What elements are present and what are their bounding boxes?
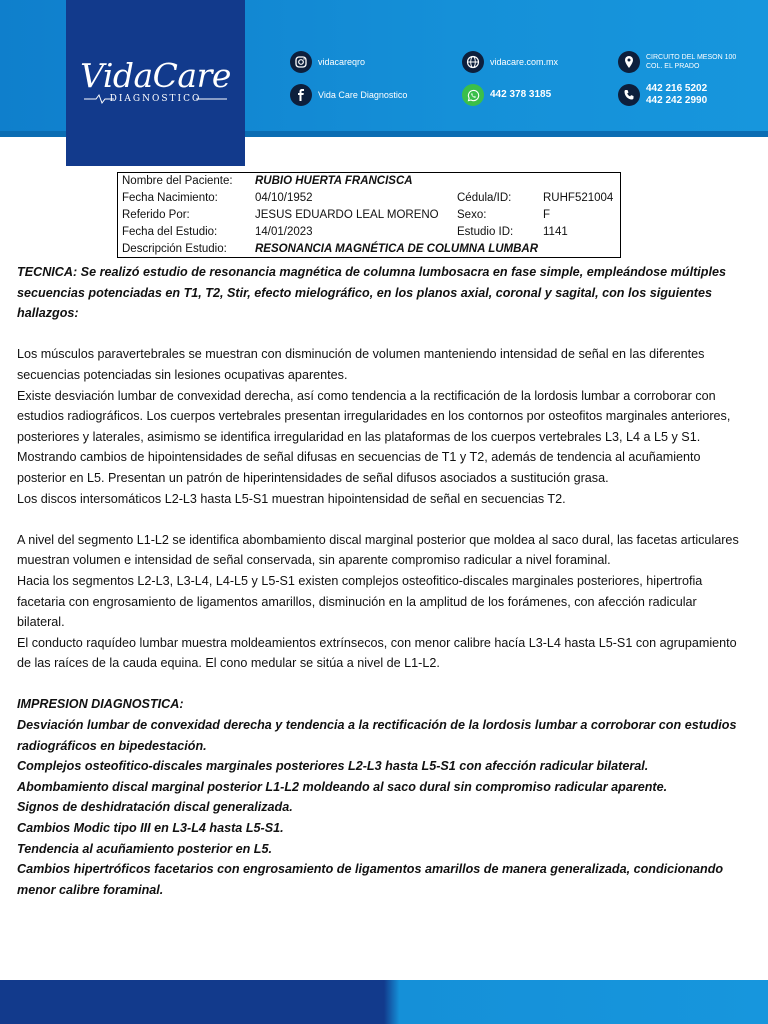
referred-label: Referido Por: bbox=[122, 209, 190, 221]
findings-paragraph: Los discos intersomáticos L2-L3 hasta L5-S1 muestran hipointensidad de señal en secuencias T2. bbox=[17, 491, 566, 506]
study-id-value: 1141 bbox=[543, 226, 568, 238]
dob-label: Fecha Nacimiento: bbox=[122, 192, 218, 204]
impression-item: Signos de deshidratación discal generalizada. bbox=[17, 800, 293, 815]
logo-sub-text: DIAGNOSTICO bbox=[109, 94, 202, 104]
findings-paragraph: A nivel del segmento L1-L2 se identifica abombamiento discal marginal posterior que moldea al saco dural, las facetas articulares muestran volumen e intensidad de señal conservada, sin aparente compromiso radicular a nivel foraminal. bbox=[17, 532, 739, 568]
id-label: Cédula/ID: bbox=[457, 192, 512, 204]
instagram-icon bbox=[290, 51, 312, 73]
findings-paragraph: Los músculos paravertebrales se muestran con disminución de volumen manteniendo intensidad de señal en las diferentes secuencias potenciadas sin lesiones ocupativas aparentes. bbox=[17, 347, 705, 382]
table-row bbox=[118, 173, 620, 190]
dob-value: 04/10/1952 bbox=[255, 192, 313, 204]
instagram-contact[interactable] bbox=[290, 51, 365, 73]
study-desc-label: Descripción Estudio: bbox=[122, 243, 227, 255]
impression-item: Cambios Modic tipo III en L3-L4 hasta L5-S1. bbox=[17, 821, 284, 836]
impression-item: Cambios hipertróficos facetarios con engrosamiento de ligamentos amarillos de manera generalizada, condicionando menor calibre foraminal. bbox=[17, 862, 724, 897]
impression-title: IMPRESION DIAGNOSTICA: bbox=[17, 697, 184, 712]
instagram-handle: vidacareqro bbox=[318, 57, 366, 67]
whatsapp-number: 442 378 3185 bbox=[490, 89, 552, 100]
sex-value: F bbox=[543, 209, 551, 221]
table-row bbox=[118, 241, 620, 258]
name-label: Nombre del Paciente: bbox=[122, 175, 233, 187]
findings-paragraph: El conducto raquídeo lumbar muestra moldeamientos extrínsecos, con menor calibre hacía L3-L4 hasta L5-S1 con agrupamiento de las raíces de la cauda equina. El cono medular se sitúa a nivel de L1-L2. bbox=[17, 635, 737, 671]
table-row bbox=[118, 207, 620, 224]
website-contact[interactable] bbox=[462, 51, 558, 73]
impression-item: Abombamiento discal marginal posterior L1-L2 moldeando al saco dural sin compromiso radicular aparente. bbox=[17, 779, 668, 794]
address-line-2: COL. EL PRADO bbox=[646, 63, 700, 70]
website-url: vidacare.com.mx bbox=[490, 57, 559, 67]
id-value: RUHF521004 bbox=[543, 192, 614, 204]
table-row bbox=[118, 224, 620, 241]
phone-icon bbox=[618, 84, 640, 106]
facebook-icon bbox=[290, 84, 312, 106]
study-desc-value: RESONANCIA MAGNÉTICA DE COLUMNA LUMBAR bbox=[255, 243, 539, 255]
impression-item: Desviación lumbar de convexidad derecha y tendencia a la rectificación de la lordosis lumbar a corroborar con estudios radiográficos en bipedestación. bbox=[17, 718, 737, 753]
facebook-contact[interactable] bbox=[290, 84, 407, 106]
study-id-label: Estudio ID: bbox=[457, 226, 514, 238]
location-pin-icon bbox=[618, 51, 640, 73]
whatsapp-icon bbox=[462, 84, 484, 106]
patient-name: RUBIO HUERTA FRANCISCA bbox=[255, 175, 413, 187]
study-date-value: 14/01/2023 bbox=[255, 226, 313, 238]
phone-number-2: 442 242 2990 bbox=[646, 95, 708, 106]
sex-label: Sexo: bbox=[457, 209, 487, 221]
findings-paragraph: Existe desviación lumbar de convexidad derecha, así como tendencia a la rectificación de la lordosis lumbar a corroborar con estudios radiográficos. Los cuerpos vertebrales presentan irregularidades en los contornos por osteofitos marginales anteriores, posteriores y laterales, asimismo se identifica irregularidad en las plataformas de los cuerpos vertebrales L3, L4 a L5 y S1. Mostrando cambios de hipointensidades de señal difusas en secuencias de T1 y T2, además de tendencia al acuñamiento posterior en L5. Presentan un patrón de hiperintensidades de señal difusos asociados a sustitución grasa. bbox=[17, 388, 731, 485]
footer-band bbox=[0, 980, 768, 1024]
address-line-1: CIRCUITO DEL MESON 100 bbox=[646, 54, 737, 61]
report-body bbox=[17, 262, 745, 900]
findings-paragraph: Hacia los segmentos L2-L3, L3-L4, L4-L5 y L5-S1 existen complejos osteofitico-discales marginales posteriores, hipertrofia facetaria con engrosamiento de ligamentos amarillos, disminución en la amplitud de los forámenes, con afección radicular bilateral. bbox=[17, 573, 703, 630]
study-date-label: Fecha del Estudio: bbox=[122, 226, 218, 238]
phone-number-1: 442 216 5202 bbox=[646, 83, 708, 94]
referred-value: JESUS EDUARDO LEAL MORENO bbox=[255, 209, 439, 221]
impression-item: Complejos osteofitico-discales marginales posteriores L2-L3 hasta L5-S1 con afección radicular bilateral. bbox=[17, 759, 649, 774]
logo bbox=[66, 0, 245, 166]
address-contact bbox=[618, 51, 736, 73]
whatsapp-contact[interactable] bbox=[462, 84, 551, 106]
patient-info-table bbox=[117, 172, 621, 258]
technique-paragraph: TECNICA: Se realizó estudio de resonancia magnética de columna lumbosacra en fase simple, empleándose múltiples secuencias potenciadas en T1, T2, Stir, efecto mielográfico, en los planos axial, coronal y sagital, con los siguientes hallazgos: bbox=[17, 265, 726, 321]
globe-icon bbox=[462, 51, 484, 73]
impression-item: Tendencia al acuñamiento posterior en L5. bbox=[17, 841, 272, 856]
facebook-page: Vida Care Diagnostico bbox=[318, 90, 408, 100]
phone-contact[interactable] bbox=[618, 83, 707, 107]
logo-main-text: VidaCare bbox=[80, 56, 231, 95]
table-row bbox=[118, 190, 620, 207]
